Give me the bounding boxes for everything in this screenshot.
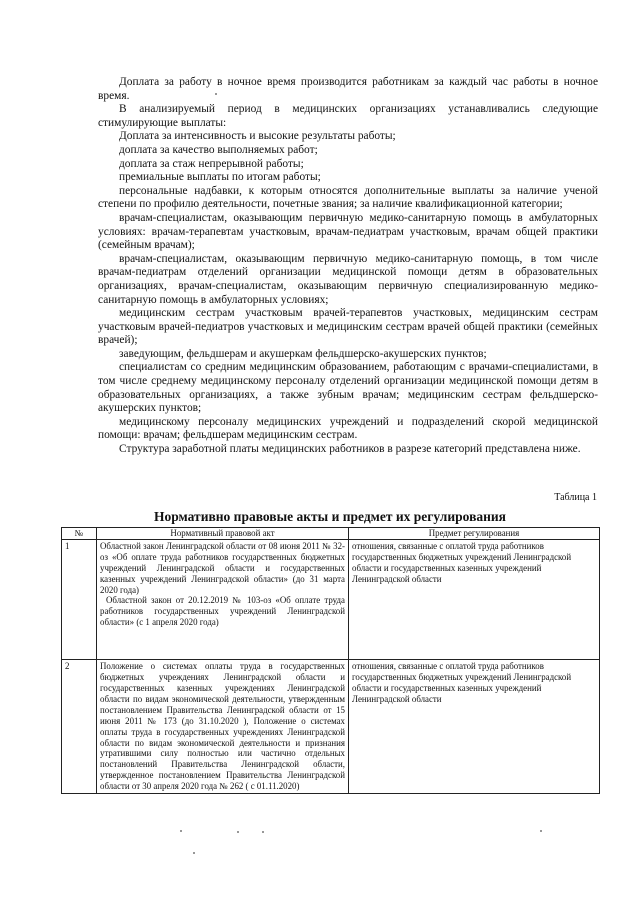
scan-speck [262,831,264,833]
row-number: 2 [62,660,97,794]
act-extra-text: Областной закон от 20.12.2019 № 103-оз «Об оплате труда работников государственных учреждений Ленинградской области» (с 1 апреля 2020 года) [100,595,345,628]
paragraph: персональные надбавки, к которым относятся дополнительные выплаты за наличие ученой степени по профилю деятельности, почетные звания; за наличие квалификационной категории; [98,184,598,211]
header-act: Нормативный правовой акт [97,528,349,540]
paragraph: врачам-специалистам, оказывающим первичную медико-санитарную помощь в амбулаторных условиях: врачам-терапевтам участковым, врачам-педиатрам участковым, врачам общей практики (семейным врачам); [98,211,598,252]
scan-speck [237,831,239,833]
paragraph: специалистам со средним медицинским образованием, работающим с врачами-специалистами, в том числе среднему медицинскому персоналу отделений организации медицинской помощи детям в образовательных организациях, а также зубным врачам; медицинским сестрам фельдшерско-акушерских пунктов; [98,361,598,415]
act-text: Областной закон Ленинградской области от 08 июня 2011 № 32-оз «Об оплате труда работников государственных бюджетных учреждений Ленинградской области и государственных казенных учреждений Ленинградской области» (до 31 марта 2020 года) [100,540,345,595]
paragraph: врачам-специалистам, оказывающим первичную медико-санитарную помощь, в том числе врачам-педиатрам отделений организации медицинской помощи детям в образовательных организациях, врачам-специалистам, оказывающим первичную специализированную медико-санитарную помощь в амбулаторных условиях; [98,252,598,306]
act-cell [97,539,349,659]
scan-speck [215,93,217,95]
regulations-table [61,527,600,794]
header-subject: Предмет регулирования [349,528,600,540]
header-number: № [62,528,97,540]
paragraph: доплата за стаж непрерывной работы; [119,157,304,170]
paragraph: Доплата за работу в ночное время производится работникам за каждый час работы в ночное время. [98,76,598,102]
table-caption: Таблица 1 [554,492,597,503]
table-row [62,660,600,794]
act-cell: Положение о системах оплаты труда в государственных бюджетных учреждениях Ленинградской области и государственных казенных учреждениях Ленинградской области по видам экономической деятельности, утвержденным постановлением Правительства Ленинградской области от 15 июня 2011 № 173 (до 31.10.2020 ), Положение о системах оплаты труда в государственных учреждениях Ленинградской области по видам экономической деятельности и признания утратившими силу полностью или частично отдельных постановлений Правительства Ленинградской области, утвержденное постановлением Правительства Ленинградской области от 30 апреля 2020 года № 262 ( с 01.11.2020) [97,660,349,794]
paragraph: медицинским сестрам участковым врачей-терапевтов участковых, медицинским сестрам участковым врачей-педиатров участковых и медицинским сестрам врачей общей практики (семейных врачей); [98,307,598,347]
paragraph: медицинскому персоналу медицинских учреждений и подразделений скорой медицинской помощи: врачам; фельдшерам медицинским сестрам. [98,415,598,442]
paragraph: доплата за качество выполняемых работ; [119,143,318,156]
table-title: Нормативно правовые акты и предмет их регулирования [154,509,506,524]
body-text [98,76,598,457]
paragraph: заведующим, фельдшерам и акушеркам фельдшерско-акушерских пунктов; [119,347,487,360]
table-row [62,539,600,659]
subject-cell: отношения, связанные с оплатой труда работников государственных бюджетных учреждений Ленинградской области и государственных казенных учреждений Ленинградской области [349,539,600,659]
paragraph: Структура заработной платы медицинских работников в разрезе категорий представлена ниже. [119,443,581,456]
table-header-row [62,528,600,540]
scan-speck [180,830,182,832]
subject-cell: отношения, связанные с оплатой труда работников государственных бюджетных учреждений Ленинградской области и государственных казенных учреждений Ленинградской области [349,660,600,794]
paragraph: премиальные выплаты по итогам работы; [119,171,321,184]
paragraph: В анализируемый период в медицинских организациях устанавливались следующие стимулирующие выплаты: [98,103,598,129]
scan-speck [540,830,542,832]
scan-speck [193,852,195,854]
row-number: 1 [62,539,97,659]
paragraph: Доплата за интенсивность и высокие результаты работы; [119,130,396,143]
